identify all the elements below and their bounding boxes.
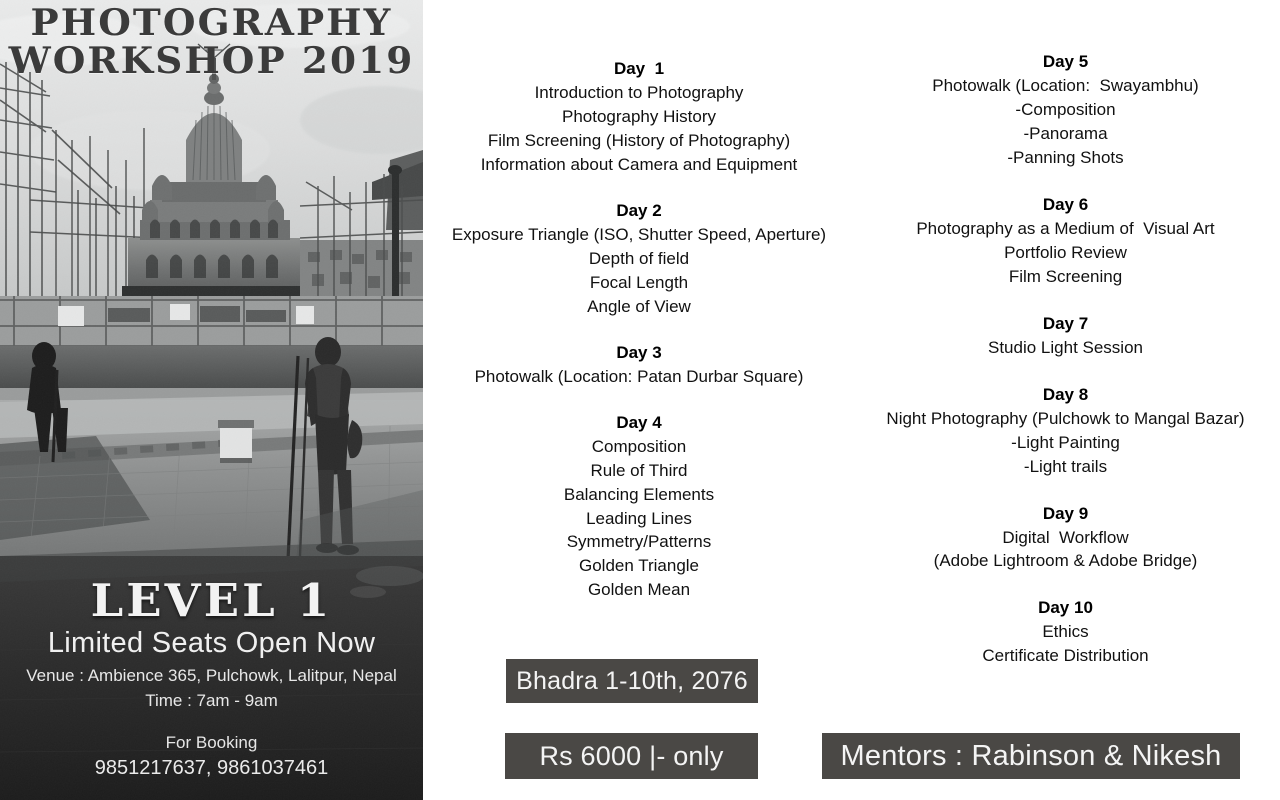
day-topic-line: -Composition [1015,99,1116,119]
day-heading: Day 9 [1042,503,1089,523]
day-heading: Day 10 [1038,598,1093,618]
day-group [851,383,1280,479]
day-topic-line: Angle of View [587,296,691,316]
day-topic-line: Film Screening [1008,266,1123,286]
day-group-spacer [851,479,1280,502]
day-group [425,411,853,603]
day-topic-line: Symmetry/Patterns [566,532,712,552]
day-group-spacer [851,170,1280,193]
day-topic-line: -Panorama [1023,123,1108,143]
day-heading: Day 6 [1042,194,1089,214]
day-topic-line: Leading Lines [586,508,692,528]
title-line-2: WORKSHOP 2019 [8,40,415,83]
date-chip: Bhadra 1-10th, 2076 [506,659,758,703]
day-group [851,50,1280,170]
venue-line: Venue : Ambience 365, Pulchowk, Lalitpur, Nepal [26,665,397,685]
day-group-spacer [851,573,1280,596]
day-topic-line: Rule of Third [590,460,688,480]
day-topic-line: Photography as a Medium of Visual Art [916,218,1215,238]
day-heading: Day 4 [616,412,662,432]
day-group-spacer [425,389,853,411]
day-topic-line: Digital Workflow [1002,527,1129,547]
schedule-panel [423,0,1280,800]
day-topic-line: Certificate Distribution [982,646,1149,666]
mentors-chip: Mentors : Rabinson & Nikesh [822,733,1240,779]
day-topic-line: Photowalk (Location: Swayambhu) [932,75,1199,95]
time-line: Time : 7am - 9am [145,690,278,710]
day-topic-line: -Panning Shots [1007,147,1124,167]
price-chip: Rs 6000 |- only [505,733,758,779]
day-topic-line: -Light trails [1023,456,1108,476]
photo-panel [0,0,423,800]
day-group [851,312,1280,360]
day-group-spacer [425,319,853,341]
day-topic-line: Photowalk (Location: Patan Durbar Square) [474,366,804,386]
day-topic-line: Portfolio Review [1004,242,1127,262]
day-heading: Day 8 [1042,384,1089,404]
day-heading: Day 5 [1042,52,1089,71]
day-group-spacer [425,177,853,199]
day-heading: Day 1 [613,59,665,78]
day-group-spacer [851,289,1280,312]
level-heading: LEVEL 1 [90,574,333,628]
day-group [425,199,853,319]
poster-title [0,2,423,83]
poster-footer-info [0,574,423,782]
day-topic-line: Balancing Elements [563,484,715,504]
day-group [425,341,853,389]
day-topic-line: (Adobe Lightroom & Adobe Bridge) [933,551,1198,571]
day-group-spacer [851,360,1280,383]
day-group [851,596,1280,668]
day-group [851,193,1280,289]
footer-spacer [0,713,423,731]
day-heading: Day 2 [616,200,662,220]
day-topic-line: Film Screening (History of Photography) [487,130,791,150]
day-topic-line: Golden Triangle [578,556,700,576]
booking-phone-numbers: 9851217637, 9861037461 [94,757,329,779]
day-topic-line: Focal Length [589,272,689,292]
day-heading: Day 3 [616,342,662,362]
day-topic-line: Night Photography (Pulchowk to Mangal Bazar) [886,408,1245,428]
day-topic-line: Golden Mean [587,580,691,600]
day-topic-line: Depth of field [588,248,690,268]
day-topic-line: Studio Light Session [988,337,1143,357]
day-topic-line: Introduction to Photography [534,82,744,102]
day-group [425,57,853,177]
day-topic-line: Photography History [561,106,717,126]
day-topic-line: -Light Painting [1011,432,1120,452]
title-line-1: PHOTOGRAPHY [30,2,393,44]
day-topic-line: Information about Camera and Equipment [480,154,798,174]
day-topic-line: Exposure Triangle (ISO, Shutter Speed, Aperture) [451,224,827,244]
day-topic-line: Ethics [1042,622,1089,642]
schedule-column-left [425,0,853,602]
day-group [851,502,1280,574]
day-heading: Day 7 [1042,313,1089,333]
booking-label: For Booking [165,733,258,753]
day-topic-line: Composition [591,436,687,456]
seats-tagline: Limited Seats Open Now [47,626,376,659]
schedule-column-right [851,0,1280,668]
